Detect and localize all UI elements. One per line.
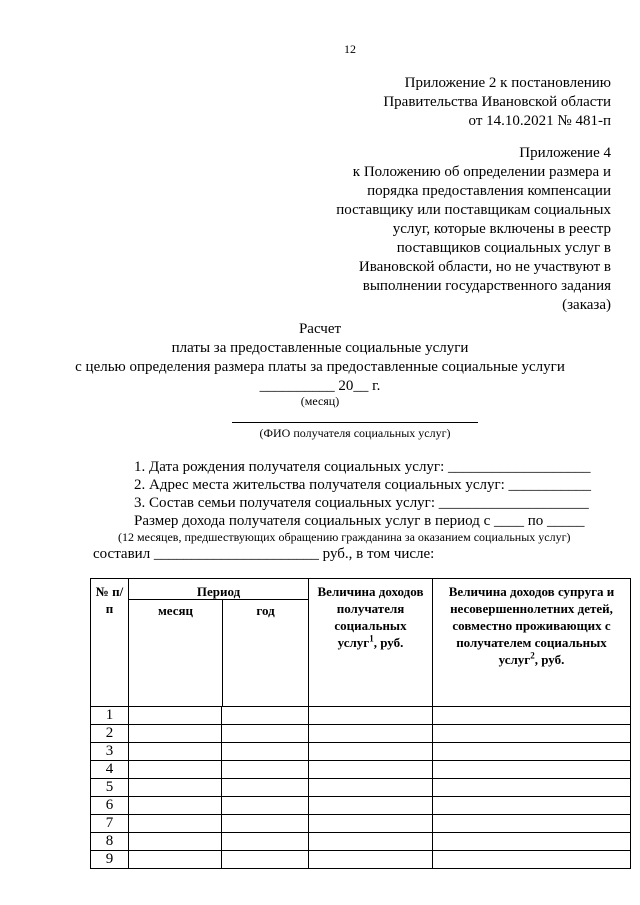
appendix-2-line: от 14.10.2021 № 481-п xyxy=(468,113,611,129)
recipient-income-cell xyxy=(309,797,433,815)
table-row xyxy=(91,833,631,851)
table-row xyxy=(91,743,631,761)
row-number: 8 xyxy=(91,833,129,851)
family-income-cell xyxy=(433,725,631,743)
row-number: 7 xyxy=(91,815,129,833)
appendix-4-line: поставщику или поставщикам социальных xyxy=(336,202,611,218)
appendix-2-line: Правительства Ивановской области xyxy=(383,94,611,110)
table-row xyxy=(91,707,631,725)
family-income-cell xyxy=(433,707,631,725)
year-cell xyxy=(222,743,309,761)
recipient-income-cell xyxy=(309,833,433,851)
title-line: платы за предоставленные социальные услуги xyxy=(171,340,469,356)
appendix-4-line: (заказа) xyxy=(562,297,611,313)
appendix-2-line: Приложение 2 к постановлению xyxy=(404,75,611,91)
recipient-income-cell xyxy=(309,761,433,779)
recipient-income-cell xyxy=(309,815,433,833)
appendix-4-line: Ивановской области, но не участвуют в xyxy=(358,259,611,275)
header-family-income-label: Величина доходов супруга и несовершеннолетних детей, совместно проживающих с получателем социальных услуг xyxy=(448,584,615,667)
year-cell xyxy=(222,707,309,725)
title-line: с целью определения размера платы за предоставленные социальные услуги xyxy=(75,359,565,375)
appendix-4-line: Приложение 4 xyxy=(519,145,611,161)
month-cell xyxy=(129,815,222,833)
month-cell xyxy=(129,761,222,779)
year-cell xyxy=(222,779,309,797)
family-income-cell xyxy=(433,779,631,797)
month-cell xyxy=(129,851,222,869)
table-row xyxy=(91,851,631,869)
fio-caption: (ФИО получателя социальных услуг) xyxy=(259,426,451,440)
family-field: 3. Состав семьи получателя социальных услуг: ____________________ xyxy=(134,495,589,511)
recipient-income-cell xyxy=(309,779,433,797)
year-cell xyxy=(222,725,309,743)
row-number: 4 xyxy=(91,761,129,779)
month-cell xyxy=(129,797,222,815)
header-row-number xyxy=(91,579,129,707)
table-row xyxy=(91,725,631,743)
row-number: 5 xyxy=(91,779,129,797)
year-cell xyxy=(222,797,309,815)
title-line: Расчет xyxy=(298,321,342,337)
appendix-4-line: поставщиков социальных услуг в xyxy=(396,240,611,256)
row-number: 2 xyxy=(91,725,129,743)
appendix-4-header xyxy=(290,144,611,315)
page-number: 12 xyxy=(344,42,356,56)
row-number: 3 xyxy=(91,743,129,761)
header-period-label: Период xyxy=(196,584,241,599)
document-title xyxy=(0,320,640,396)
table-row xyxy=(91,779,631,797)
birth-date-field: 1. Дата рождения получателя социальных услуг: ___________________ xyxy=(134,459,591,475)
address-field: 2. Адрес места жительства получателя социальных услуг: ___________ xyxy=(134,477,592,493)
table-row xyxy=(91,815,631,833)
header-recipient-income-label: Величина доходов получателя социальных услуг xyxy=(317,584,424,650)
table-row xyxy=(91,761,631,779)
row-number: 1 xyxy=(91,707,129,725)
recipient-income-cell xyxy=(309,725,433,743)
footnote-2-marker: 2 xyxy=(530,650,535,661)
header-period-sub xyxy=(129,599,308,706)
family-income-cell xyxy=(433,797,631,815)
header-month: месяц xyxy=(129,600,223,706)
income-table xyxy=(90,578,631,869)
month-cell xyxy=(129,779,222,797)
month-cell xyxy=(129,707,222,725)
period-line: __________ 20__ г. xyxy=(259,378,381,394)
month-cell xyxy=(129,743,222,761)
header-recipient-income xyxy=(309,579,433,707)
month-caption: (месяц) xyxy=(300,394,340,408)
appendix-2-header xyxy=(300,74,611,131)
header-family-income xyxy=(433,579,631,707)
family-income-cell xyxy=(433,815,631,833)
header-recipient-income-unit: , руб. xyxy=(373,635,404,650)
appendix-4-line: услуг, которые включены в реестр xyxy=(392,221,611,237)
footnote-1-marker: 1 xyxy=(369,633,374,644)
year-cell xyxy=(222,851,309,869)
table-row xyxy=(91,797,631,815)
header-year: год xyxy=(256,603,275,618)
income-period-field: Размер дохода получателя социальных услуг в период с ____ по _____ xyxy=(134,513,585,529)
header-row-number-label: № п/п xyxy=(95,584,124,616)
year-cell xyxy=(222,815,309,833)
month-cell xyxy=(129,833,222,851)
recipient-income-cell xyxy=(309,743,433,761)
appendix-4-line: к Положению об определении размера и xyxy=(352,164,611,180)
family-income-cell xyxy=(433,851,631,869)
year-cell xyxy=(222,833,309,851)
header-period xyxy=(129,579,309,707)
family-income-cell xyxy=(433,743,631,761)
income-total-field: составил ______________________ руб., в том числе: xyxy=(93,546,435,562)
income-period-note: (12 месяцев, предшествующих обращению гражданина за оказанием социальных услуг) xyxy=(118,530,571,544)
appendix-4-line: выполнении государственного задания xyxy=(362,278,611,294)
header-family-income-unit: , руб. xyxy=(534,652,565,667)
family-income-cell xyxy=(433,761,631,779)
appendix-4-line: порядка предоставления компенсации xyxy=(367,183,611,199)
month-cell xyxy=(129,725,222,743)
family-income-cell xyxy=(433,833,631,851)
year-cell xyxy=(222,761,309,779)
row-number: 6 xyxy=(91,797,129,815)
recipient-income-cell xyxy=(309,707,433,725)
recipient-income-cell xyxy=(309,851,433,869)
fio-blank-line xyxy=(232,422,478,423)
row-number: 9 xyxy=(91,851,129,869)
